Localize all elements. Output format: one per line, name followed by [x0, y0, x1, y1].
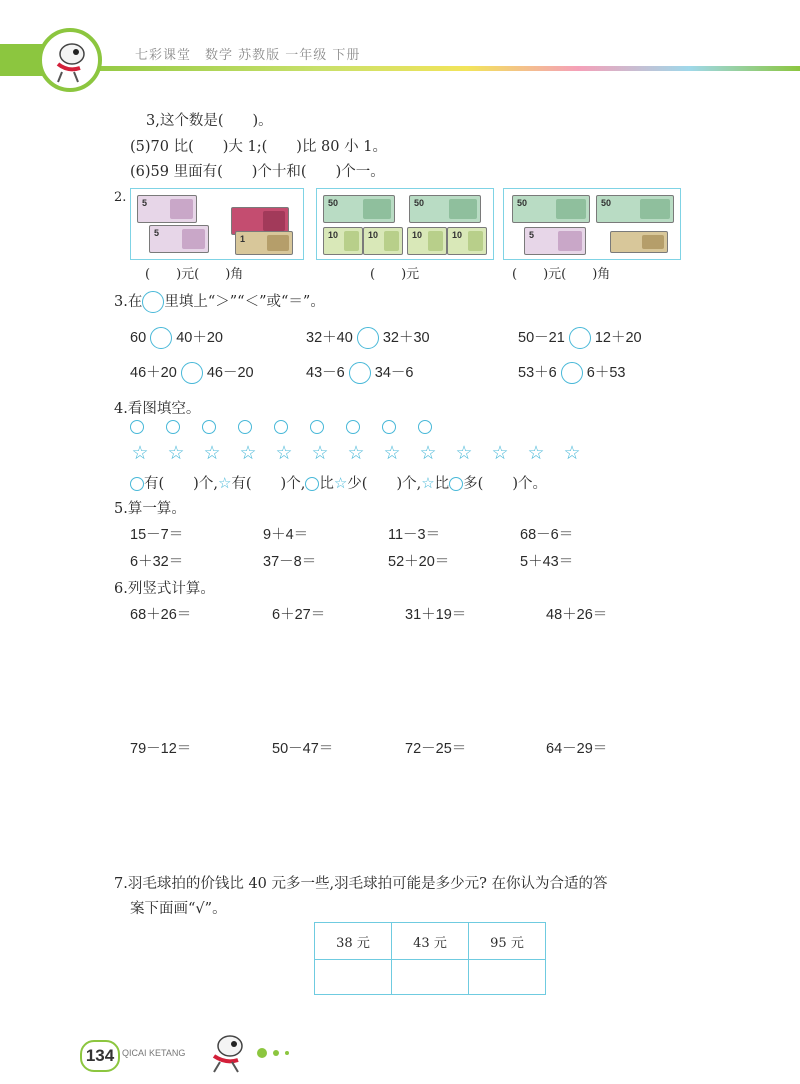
- footer-brand: QICAI KETANG: [122, 1048, 186, 1058]
- q5-item: 52＋20＝: [388, 554, 450, 570]
- circle-icon: [130, 420, 144, 434]
- q3-item: 50－21 12＋20: [518, 326, 642, 349]
- money-box-1: [130, 188, 304, 260]
- banknote-icon: 50: [596, 195, 674, 223]
- banknote-icon: 10: [447, 227, 487, 255]
- q5-item: 11－3＝: [388, 527, 441, 543]
- q3-heading: 3.在 里填上“＞”“＜”或“＝”。: [114, 290, 325, 313]
- q7-line-2: 案下面画“√”。: [130, 901, 227, 917]
- banknote-icon: 10: [323, 227, 363, 255]
- banknote-icon: 5: [524, 227, 586, 255]
- circle-icon: [346, 420, 360, 434]
- star-icon: ☆: [491, 442, 509, 464]
- q3-item: 32＋40 32＋30: [306, 326, 430, 349]
- star-icon: ☆: [347, 442, 365, 464]
- banknote-icon: 50: [323, 195, 395, 223]
- money-box-3: [503, 188, 681, 260]
- price-option: 95 元: [469, 923, 546, 960]
- q4-heading: 4.看图填空。: [114, 401, 201, 417]
- star-icon: ☆: [131, 442, 149, 464]
- star-icon: ☆: [239, 442, 257, 464]
- q6-item: 6＋27＝: [272, 607, 326, 623]
- q3-item: 46＋20 46－20: [130, 361, 254, 384]
- mascot-footer-icon: [198, 1030, 254, 1074]
- answer-cell[interactable]: [392, 960, 469, 995]
- circle-icon: [166, 420, 180, 434]
- q3-item: 53＋6 6＋53: [518, 361, 625, 384]
- banknote-icon: 5: [149, 225, 209, 253]
- banknote-icon: 10: [407, 227, 447, 255]
- circle-icon: [274, 420, 288, 434]
- circle-icon: [202, 420, 216, 434]
- q6-item: 79－12＝: [130, 741, 192, 757]
- q5-item: 37－8＝: [263, 554, 317, 570]
- circle-icon: [130, 477, 144, 491]
- compare-circle[interactable]: [569, 327, 591, 349]
- q1-line-b: (5)70 比( )大 1;( )比 80 小 1。: [130, 139, 387, 155]
- star-icon: ☆: [455, 442, 473, 464]
- circle-icon: [305, 477, 319, 491]
- compare-circle[interactable]: [349, 362, 371, 384]
- q4-fill-line: 有( )个,☆有( )个, 比☆少( )个,☆比 多( )个。: [130, 472, 547, 493]
- q2-caption-2: ( )元: [370, 267, 420, 282]
- answer-cell[interactable]: [469, 960, 546, 995]
- q5-heading: 5.算一算。: [114, 501, 186, 517]
- q7-line-1: 7.羽毛球拍的价钱比 40 元多一些,羽毛球拍可能是多少元? 在你认为合适的答: [114, 876, 608, 892]
- star-icon: ☆: [419, 442, 437, 464]
- q5-item: 5＋43＝: [520, 554, 574, 570]
- circle-icon: [238, 420, 252, 434]
- circle-icon: [310, 420, 324, 434]
- star-icon: ☆: [383, 442, 401, 464]
- circle-row: [130, 419, 454, 435]
- star-icon: ☆: [311, 442, 329, 464]
- q2-caption-1: ( )元( )角: [145, 267, 244, 282]
- q2-number: 2.: [114, 190, 127, 205]
- q5-item: 6＋32＝: [130, 554, 184, 570]
- banknote-icon: 10: [363, 227, 403, 255]
- banknote-icon: 1: [235, 231, 293, 255]
- compare-circle[interactable]: [181, 362, 203, 384]
- circle-icon: [449, 477, 463, 491]
- page-number: 134: [80, 1040, 120, 1072]
- q6-item: 72－25＝: [405, 741, 467, 757]
- mascot-logo-icon: [38, 28, 102, 92]
- q6-item: 48＋26＝: [546, 607, 608, 623]
- q1-line-c: (6)59 里面有( )个十和( )个一。: [130, 164, 385, 180]
- q5-item: 68－6＝: [520, 527, 574, 543]
- q6-item: 68＋26＝: [130, 607, 192, 623]
- q3-item: 43－6 34－6: [306, 361, 413, 384]
- answer-circle-icon: [142, 291, 164, 313]
- price-option: 38 元: [315, 923, 392, 960]
- q2-caption-3: ( )元( )角: [512, 267, 611, 282]
- star-icon: ☆: [275, 442, 293, 464]
- q6-item: 64－29＝: [546, 741, 608, 757]
- header-title: 七彩课堂 数学 苏教版 一年级 下册: [135, 48, 361, 63]
- compare-circle[interactable]: [561, 362, 583, 384]
- compare-circle[interactable]: [150, 327, 172, 349]
- star-icon: ☆: [167, 442, 185, 464]
- q5-item: 15－7＝: [130, 527, 184, 543]
- circle-icon: [418, 420, 432, 434]
- q3-item: 60 40＋20: [130, 326, 223, 349]
- banknote-icon: [610, 231, 668, 253]
- compare-circle[interactable]: [357, 327, 379, 349]
- star-icon: ☆: [333, 474, 348, 492]
- star-icon: ☆: [203, 442, 221, 464]
- header-color-bar: [0, 44, 800, 76]
- money-box-2: [316, 188, 494, 260]
- price-options-table: [314, 922, 546, 995]
- circle-icon: [382, 420, 396, 434]
- q6-item: 50－47＝: [272, 741, 334, 757]
- decorative-dots-icon: [256, 1046, 296, 1060]
- q6-item: 31＋19＝: [405, 607, 467, 623]
- star-icon: ☆: [217, 474, 232, 492]
- q1-line-a: 3,这个数是( )。: [146, 113, 273, 129]
- q6-heading: 6.列竖式计算。: [114, 581, 215, 597]
- star-icon: ☆: [421, 474, 435, 492]
- banknote-icon: 50: [512, 195, 590, 223]
- answer-cell[interactable]: [315, 960, 392, 995]
- banknote-icon: 50: [409, 195, 481, 223]
- star-icon: ☆: [527, 442, 545, 464]
- price-option: 43 元: [392, 923, 469, 960]
- q5-item: 9＋4＝: [263, 527, 309, 543]
- star-row: [122, 442, 590, 464]
- banknote-icon: 5: [137, 195, 197, 223]
- star-icon: ☆: [563, 442, 581, 464]
